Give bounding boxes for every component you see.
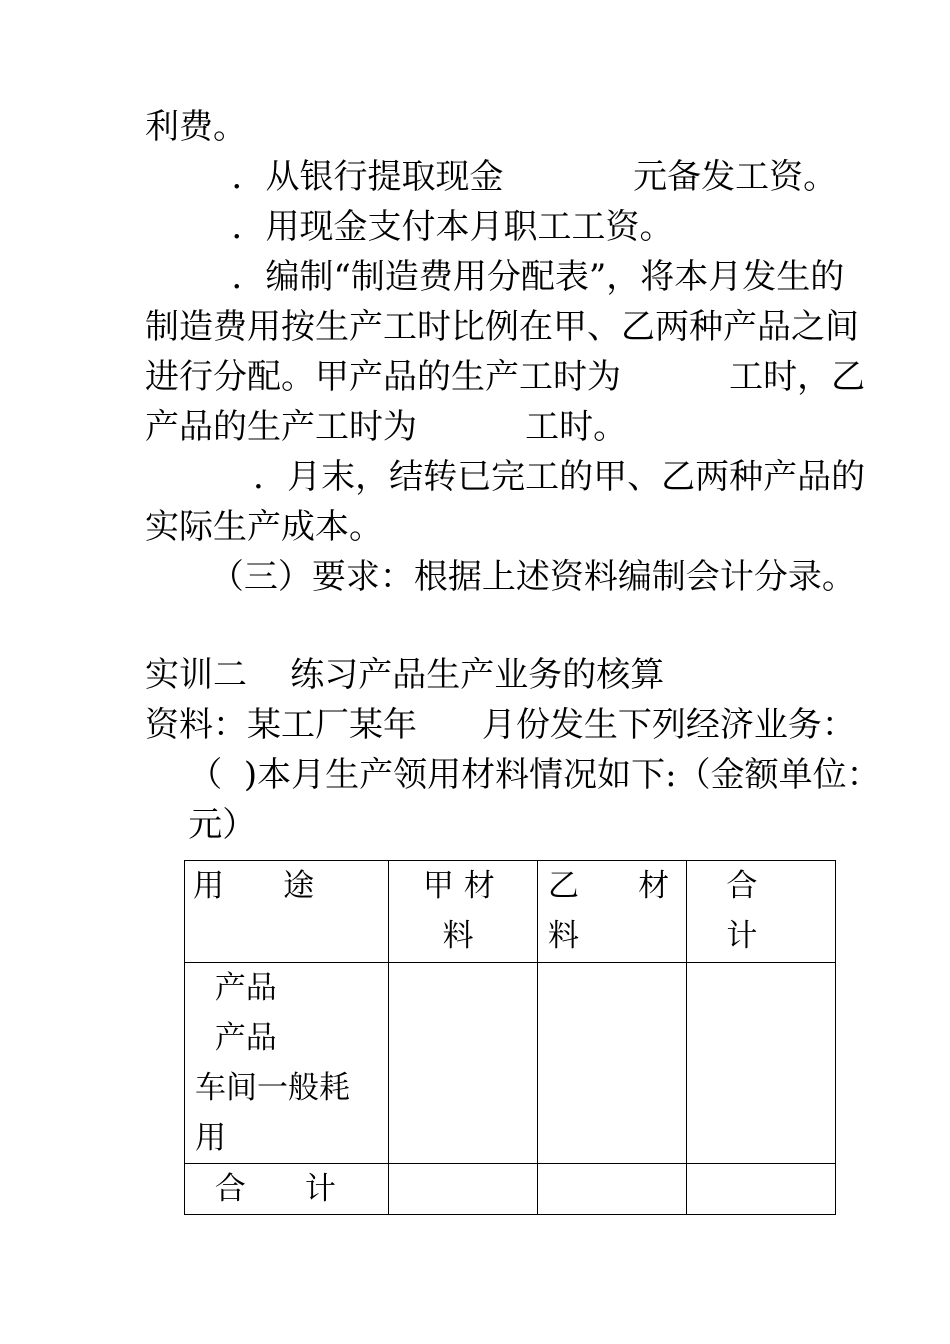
header-cell-total: 合 计 (687, 861, 836, 963)
table-row (185, 963, 836, 1164)
table-cell (538, 1164, 687, 1215)
table-total-row (185, 1164, 836, 1215)
text-line-3: ．用现金支付本月职工工资。 (145, 207, 674, 247)
header-cell-material-a: 甲 材 料 (389, 861, 538, 963)
text-line-10: （三）要求：根据上述资料编制会计分录。 (145, 557, 856, 597)
table-cell (538, 963, 687, 1164)
text-line-12: 资料：某工厂某年 月份发生下列经济业务： (145, 705, 856, 745)
text-line-13: （ )本月生产领用材料情况如下:（金额单位： (145, 755, 881, 795)
table-cell (687, 1164, 836, 1215)
text-line-1: 利费。 (145, 107, 247, 147)
table-cell (687, 963, 836, 1164)
text-line-6: 进行分配。甲产品的生产工时为 工时，乙 (145, 357, 866, 397)
header-cell-material-b: 乙 材 料 (538, 861, 687, 963)
text-line-14: 元） (145, 805, 257, 845)
text-line-7: 产品的生产工时为 工时。 (145, 407, 628, 447)
header-cell-usage: 用 途 (185, 861, 389, 963)
text-line-4: ．编制“制造费用分配表”，将本月发生的 (145, 257, 845, 297)
text-line-2: ．从银行提取现金 元备发工资。 (145, 157, 838, 197)
table-cell (389, 1164, 538, 1215)
total-label-cell: 合 计 (185, 1164, 389, 1215)
text-line-9: 实际生产成本。 (145, 507, 383, 547)
materials-table (184, 860, 836, 1215)
section-heading: 实训二 练习产品生产业务的核算 (145, 655, 665, 695)
row-labels-cell: 产品 产品 车间一般耗 用 (185, 963, 389, 1164)
table-header-row (185, 861, 836, 963)
text-line-8: ．月末，结转已完工的甲、乙两种产品的 (145, 457, 866, 497)
table-cell (389, 963, 538, 1164)
text-line-5: 制造费用按生产工时比例在甲、乙两种产品之间 (145, 307, 859, 347)
